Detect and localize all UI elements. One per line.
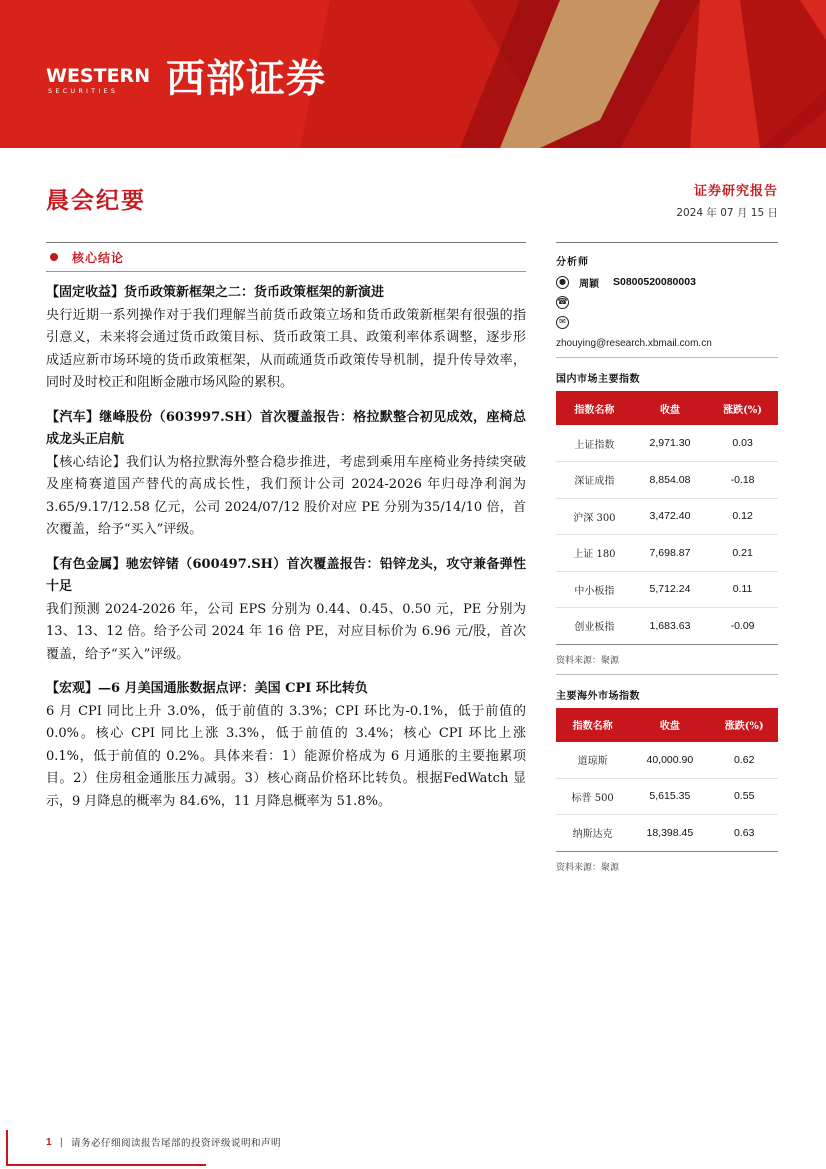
section-title: 核心结论: [72, 250, 125, 265]
index-change: 0.21: [707, 535, 778, 572]
person-icon: ●: [556, 276, 569, 289]
index-close: 7,698.87: [633, 535, 707, 572]
analyst-phone-line: [556, 292, 778, 312]
section-bottom-rule: [46, 271, 526, 272]
report-date: 2024 年 07 月 15 日: [676, 207, 778, 219]
report-type: 证券研究报告: [693, 184, 778, 199]
col-header-change: 涨跌(%): [710, 708, 778, 742]
article-title[interactable]: 【有色金属】驰宏锌锗（600497.SH）首次覆盖报告：铅锌龙头，攻守兼备弹性十足: [46, 556, 526, 594]
index-name: 创业板指: [556, 608, 633, 645]
index-name: 上证 180: [556, 535, 633, 572]
article-body: 央行近期一系列操作对于我们理解当前货币政策立场和货币政策新框架有很强的指引意义，未来将会通过货币政策目标、货币政策工具、政策利率体系调整，逐步形成适应新市场环境的货币政策框架，从而疏通货币政策传导机制，提升传导效率，同时及时校正和阻断金融市场风险的累积。: [46, 307, 526, 390]
index-name: 道琼斯: [556, 742, 629, 779]
article-body: 【核心结论】我们认为格拉默海外整合稳步推进，考虑到乘用车座椅业务持续突破及座椅赛道国产替代的高成长性，我们预计公司 2024-2026 年归母净利润为 3.65/9.17/12.58 亿元，公司 2024/07/12 股价对应 PE 分别为35/14/10 倍，首次覆盖，给予“买入”评级。: [46, 454, 526, 537]
table-row: [556, 462, 778, 499]
bullet-dot-icon: [50, 253, 58, 261]
index-name: 标普 500: [556, 778, 629, 815]
index-change: -0.18: [707, 462, 778, 499]
table-row: [556, 608, 778, 645]
brand-logo-en-main: WESTERN: [46, 65, 151, 87]
overseas-table-title: 主要海外市场指数: [556, 690, 640, 702]
index-name: 中小板指: [556, 571, 633, 608]
col-header-name: 指数名称: [556, 391, 633, 425]
index-close: 1,683.63: [633, 608, 707, 645]
table-header-row: [556, 708, 778, 742]
overseas-index-table: [556, 708, 778, 852]
domestic-index-table: [556, 391, 778, 645]
brand-logo-en-sub: SECURITIES: [48, 87, 119, 95]
index-change: 0.63: [710, 815, 778, 852]
article-fixed-income: [46, 282, 526, 395]
table-row: [556, 815, 778, 852]
col-header-close: 收盘: [633, 391, 707, 425]
col-header-name: 指数名称: [556, 708, 629, 742]
article-auto: [46, 407, 526, 542]
article-body: 我们预测 2024-2026 年，公司 EPS 分别为 0.44、0.45、0.50 元，PE 分别为 13、13、12 倍。给予公司 2024 年 16 倍 PE，对应目标价为 6.96 元/股，首次覆盖，给予“买入”评级。: [46, 601, 526, 662]
index-close: 40,000.90: [629, 742, 710, 779]
analyst-heading: 分析师: [556, 257, 589, 268]
analyst-mail-line: [556, 312, 778, 332]
table-row: [556, 535, 778, 572]
index-change: 0.11: [707, 571, 778, 608]
table-row: [556, 498, 778, 535]
table-header-row: [556, 391, 778, 425]
article-body: 6 月 CPI 同比上升 3.0%，低于前值的 3.3%；CPI 环比为-0.1%，低于前值的 0.0%。核心 CPI 同比上涨 3.3%，低于前值的 3.4%；核心 CPI 环比上涨 0.1%，低于前值的 0.2%。具体来看：1）能源价格成为 6 月通胀的主要拖累项目。2）住房租金通胀压力减弱。3）核心商品价格环比转负。根据FedWatch 显示，9 月降息的概率为 84.6%，11 月降息概率为 51.8%。: [46, 703, 526, 809]
analyst-name: 周颖: [579, 278, 599, 290]
index-change: -0.09: [707, 608, 778, 645]
analyst-cert-number: S0800520080003: [613, 276, 696, 288]
index-close: 3,472.40: [633, 498, 707, 535]
index-name: 沪深 300: [556, 498, 633, 535]
domestic-table-title: 国内市场主要指数: [556, 374, 640, 385]
overseas-source-note: 资料来源：聚源: [556, 862, 620, 873]
footer-disclaimer: 请务必仔细阅读报告尾部的投资评级说明和声明: [70, 1138, 281, 1149]
article-title[interactable]: 【宏观】—6 月美国通胀数据点评：美国 CPI 环比转负: [46, 681, 368, 696]
mail-icon: ✉: [556, 316, 569, 329]
document-title: 晨会纪要: [46, 187, 146, 214]
brand-logo-en: [46, 66, 160, 96]
main-column: [46, 242, 526, 825]
page-footer: [46, 1135, 281, 1149]
table-row: [556, 778, 778, 815]
article-title[interactable]: 【汽车】继峰股份（603997.SH）首次覆盖报告：格拉默整合初见成效，座椅总成龙头正启航: [46, 409, 526, 447]
index-close: 2,971.30: [633, 425, 707, 462]
phone-icon: ☎: [556, 296, 569, 309]
index-change: 0.03: [707, 425, 778, 462]
index-close: 18,398.45: [629, 815, 710, 852]
article-nonferrous: [46, 554, 526, 667]
article-macro: [46, 678, 526, 813]
col-header-close: 收盘: [629, 708, 710, 742]
analyst-name-line: [556, 272, 778, 292]
page-number: 1: [46, 1136, 52, 1148]
footer-divider: |: [59, 1136, 63, 1148]
index-change: 0.55: [710, 778, 778, 815]
col-header-change: 涨跌(%): [707, 391, 778, 425]
index-change: 0.12: [707, 498, 778, 535]
section-header: [46, 243, 526, 271]
index-name: 上证指数: [556, 425, 633, 462]
table-row: [556, 742, 778, 779]
index-close: 5,615.35: [629, 778, 710, 815]
index-close: 8,854.08: [633, 462, 707, 499]
index-name: 深证成指: [556, 462, 633, 499]
article-title[interactable]: 【固定收益】货币政策新框架之二：货币政策框架的新演进: [46, 285, 385, 300]
table-row: [556, 425, 778, 462]
analyst-email[interactable]: zhouying@research.xbmail.com.cn: [556, 338, 712, 349]
domestic-source-note: 资料来源：聚源: [556, 655, 620, 666]
brand-logo-cn: 西部证券: [166, 57, 327, 102]
table-row: [556, 571, 778, 608]
header-banner: [0, 0, 826, 148]
index-close: 5,712.24: [633, 571, 707, 608]
index-name: 纳斯达克: [556, 815, 629, 852]
index-change: 0.62: [710, 742, 778, 779]
sidebar: [556, 242, 778, 873]
